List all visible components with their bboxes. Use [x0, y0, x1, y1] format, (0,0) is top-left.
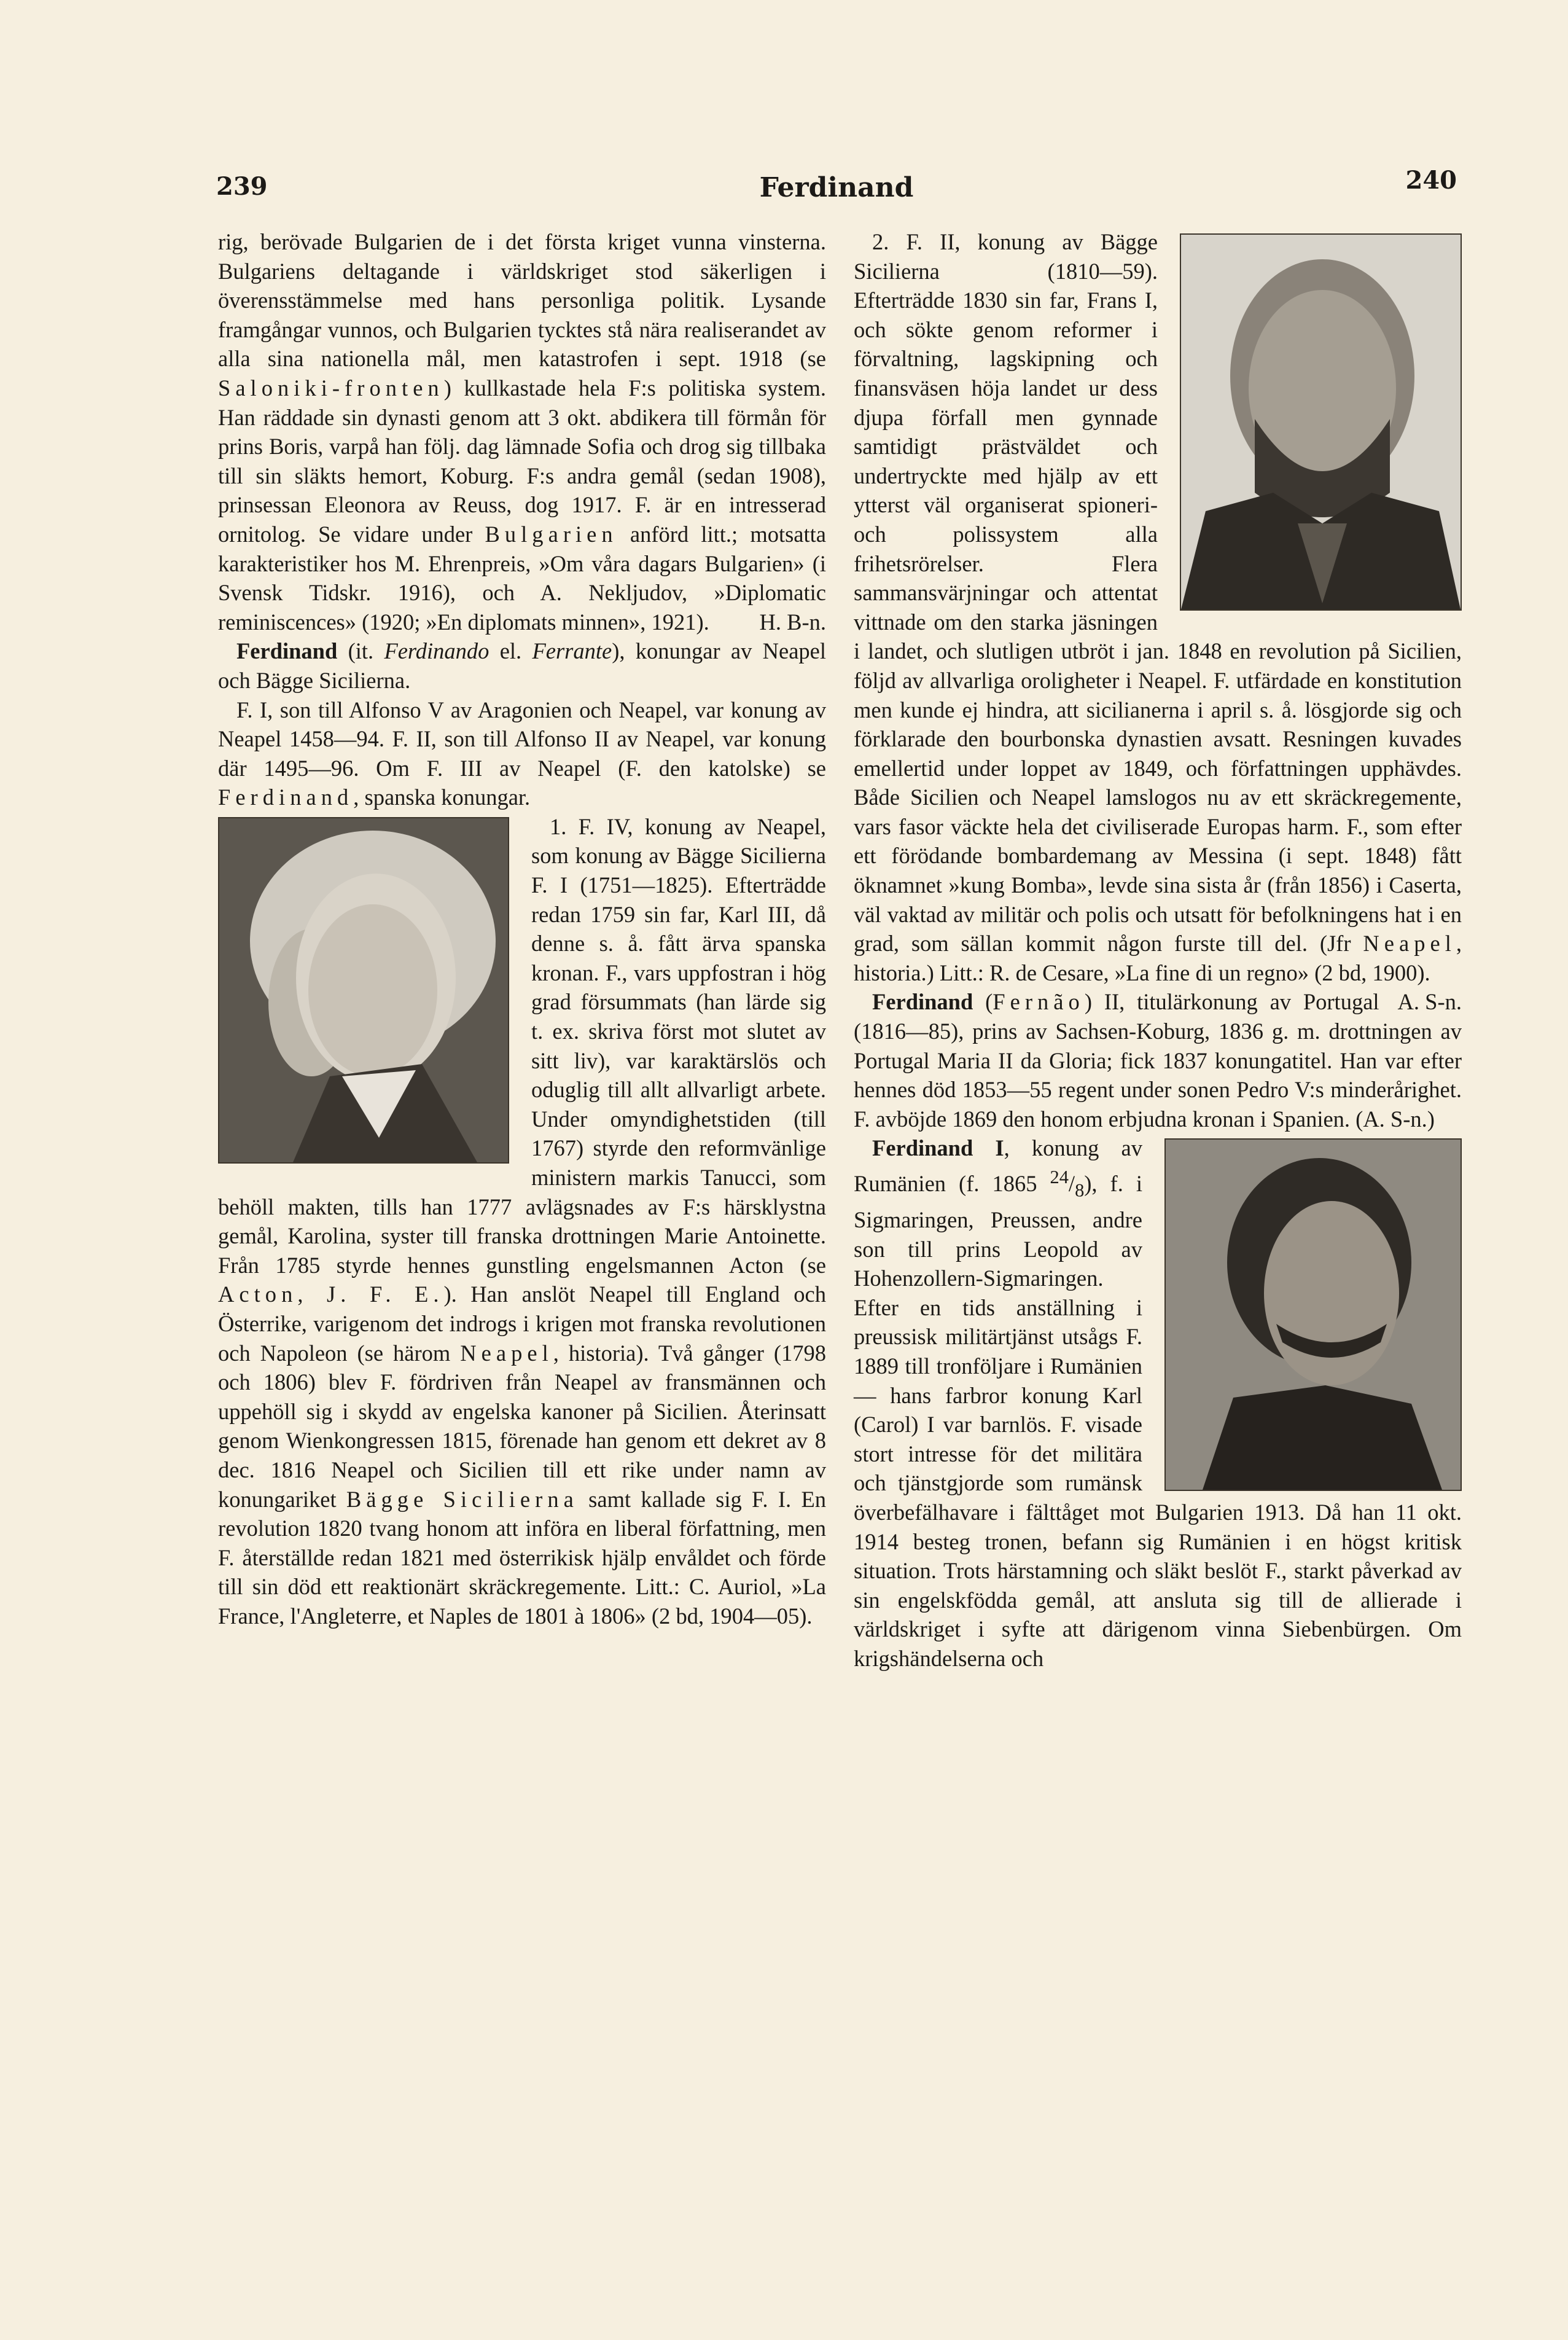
entry-continuation: rig, berövade Bulgarien de i det första kriget vunna vinsterna. Bulgariens deltagande i världskriget stod säkerligen i överensstämmelse med hans personliga politik. Lysande framgångar vunnos, och Bulgarien tycktes stå nära realiserandet av alla sina nationella mål, men katastrofen i sept. 1918 (se Saloniki-fronten) kullkastade hela F:s politiska system. Han räddade sin dynasti genom att 3 okt. abdikera till förmån för prins Boris, varpå han följ. dag lämnade Sofia och drog sig tillbaka till sin släkts hemort, Koburg. F:s andra gemål (sedan 1908), prinsessan Eleonora av Reuss, dog 1917. F. är en intresserad ornitolog. Se vidare under Bulgarien anförd litt.; motsatta karakteristiker hos M. Ehrenpreis, »Om våra dagars Bulgarien» (i Svensk Tidskr. 1916), och A. Nekljudov, »Diplomatic reminiscences» (1920; »En diplomats minnen», 1921). H. B-n.: [218, 227, 826, 636]
portrait-ferdinand-iv: [218, 817, 509, 1164]
entry-lemma: Ferdinand: [872, 989, 973, 1015]
portrait-ferdinand-i-romania: [1164, 1138, 1462, 1491]
page-header: [216, 166, 1457, 209]
author-signature: A. S-n.: [1397, 989, 1462, 1015]
entry-ferdinand-iv: 1. F. IV, konung av Neapel, som konung av Bägge Sicilierna F. I (1751—1825). Efterträdde redan 1759 sin far, Karl III, då denne s. å. fått ärva spanska kronan. F., vars uppfostran i hög grad försummats (han lärde sig t. ex. skriva först mot slutet av sitt liv), var karaktärslös och oduglig till allt allvarligt arbete. Under omyndighetstiden (till 1767) styrde den reformvänlige ministern markis Tanucci, som behöll makten, tills han 1777 avlägsnades av F:s härsklystna gemål, Karolina, syster till franska drottningen Marie Antoinette. Från 1785 styrde hennes gunstling engelsmannen Acton (se Acton, J. F. E.). Han anslöt Neapel till England och Österrike, varigenom det indrogs i krigen mot franska revolutionen och Napoleon (se härom Neapel, historia). Två gånger (1798 och 1806) blev F. fördriven från Neapel av fransmännen och uppehöll sig i skydd av engelska kanoner på Sicilien. Återinsatt genom Wienkongressen 1815, förenade han genom ett dekret av 8 dec. 1816 Neapel och Sicilien till ett rike under namn av konungariket Bägge Sicilierna samt kallade sig F. I. En revolution 1820 tvang honom att införa en liberal författning, men F. återställde redan 1821 med österrikisk hjälp envåldet och förde till sin död ett reaktionärt skräckregemente. Litt.: C. Auriol, »La France, l'Angleterre, et Naples de 1801 à 1806» (2 bd, 1904—05).: [218, 813, 827, 1629]
page-number-right: 240: [1405, 166, 1457, 195]
left-column: [218, 227, 826, 1631]
cross-reference[interactable]: Ferdinand: [218, 785, 354, 810]
entry-ferdinand-romania: Ferdinand I, konung av Rumänien (f. 1865 $^{24}/_8$), f. i Sigmaringen, Preussen, andre son till prins Leopold av Hohenzollern-Sigmaringen. Efter en tids anställning i preussisk militärtjänst utsågs F. 1889 till tronföljare i Rumänien — hans farbror konung Karl (Carol) I var barnlös. F. visade stort intresse för det militära och tjänstgjorde som rumänsk överbefälhavare i fälttåget mot Bulgarien 1913. Då han 11 okt. 1914 besteg tronen, befann sig Rumänien i en högst kritisk situation. Trots härstamning och släkt beslöt F., starkt påverkad av sin engelskfödda gemål, att ansluta sig till de allierade i världskriget i syfte att därigenom vinna Siebenbürgen. Om krigshändelserna och: [854, 1135, 1462, 1671]
cross-reference[interactable]: Bägge Sicilierna: [346, 1486, 579, 1512]
entry-ferdinand-ii-sicilies: 2. F. II, konung av Bägge Sicilierna (1810—59). Efterträdde 1830 sin far, Frans I, och sökte genom reformer i förvaltning, lagskipning och finansväsen höja landet ur dess djupa förfall men gynnade samtidigt prästväldet och undertryckte med hjälp av ett ytterst väl organiserat spioneri- och polissystem alla frihetsrörelser. Flera sammansvärjningar och attentat vittnade om den starka jäsningen i landet, och slutligen utbröt i jan. 1848 en revolution på Sicilien, följd av allvarliga oroligheter i Neapel. F. utfärdade en konstitution men kunde ej hindra, att sicilianerna i april s. å. lösgjorde sig och förklarade den bourbonska dynastien avsatt. Resningen kuvades emellertid under loppet av 1849, och författningen upphävdes. Både Sicilien och Neapel lamslogos nu av ett skräckregemente, vars fasor väckte hela det civiliserade Europas harm. F., som efter ett förödande bombardemang av Messina (i sept. 1848) fått öknamnet »kung Bomba», levde sina sista år (från 1856) i Caserta, väl vaktad av militär och polis och utsatt för befolkningens hat i en grad, som sällan kommit någon furste till del. (Jfr Neapel, historia.) Litt.: R. de Cesare, »La fine di un regno» (2 bd, 1900). A. S-n.: [854, 227, 1462, 987]
entry-paragraph: F. I, son till Alfonso V av Aragonien och Neapel, var konung av Neapel 1458—94. F. II, son till Alfonso II av Neapel, var konung där 1495—96. Om F. III av Neapel (F. den katolske) se Ferdinand, spanska konungar.: [218, 697, 826, 810]
cross-reference[interactable]: Saloniki-fronten: [218, 375, 444, 401]
cross-reference[interactable]: Bulgarien: [485, 521, 618, 547]
entry-lemma: Ferdinand: [236, 638, 338, 664]
cross-reference[interactable]: Acton, J. F. E.: [218, 1282, 444, 1307]
entry-ferdinand-portugal: Ferdinand (Fernão) II, titulärkonung av Portugal (1816—85), prins av Sachsen-Koburg, 1836 g. m. drottningen av Portugal Maria II da Gloria; fick 1837 konungatitel. Han var efter hennes död 1853—55 regent under sonen Pedro V:s minderårighet. F. avböjde 1869 den honom erbjudna kronan i Spanien. (A. S-n.): [854, 989, 1462, 1132]
entry-ferdinand-naples: Ferdinand (it. Ferdinando el. Ferrante), konungar av Neapel och Bägge Sicilierna.: [218, 638, 827, 693]
running-head: Ferdinand: [759, 172, 914, 203]
author-signature: H. B-n.: [759, 609, 826, 635]
cross-reference[interactable]: Neapel: [1363, 931, 1456, 957]
portrait-ferdinand-ii: [1180, 233, 1462, 611]
page-number-left: 239: [216, 172, 268, 201]
right-column: [854, 227, 1462, 1673]
name-variant: Fernão: [993, 989, 1085, 1015]
entry-lemma: Ferdinand I: [872, 1135, 1004, 1161]
cross-reference[interactable]: Neapel: [460, 1340, 553, 1366]
